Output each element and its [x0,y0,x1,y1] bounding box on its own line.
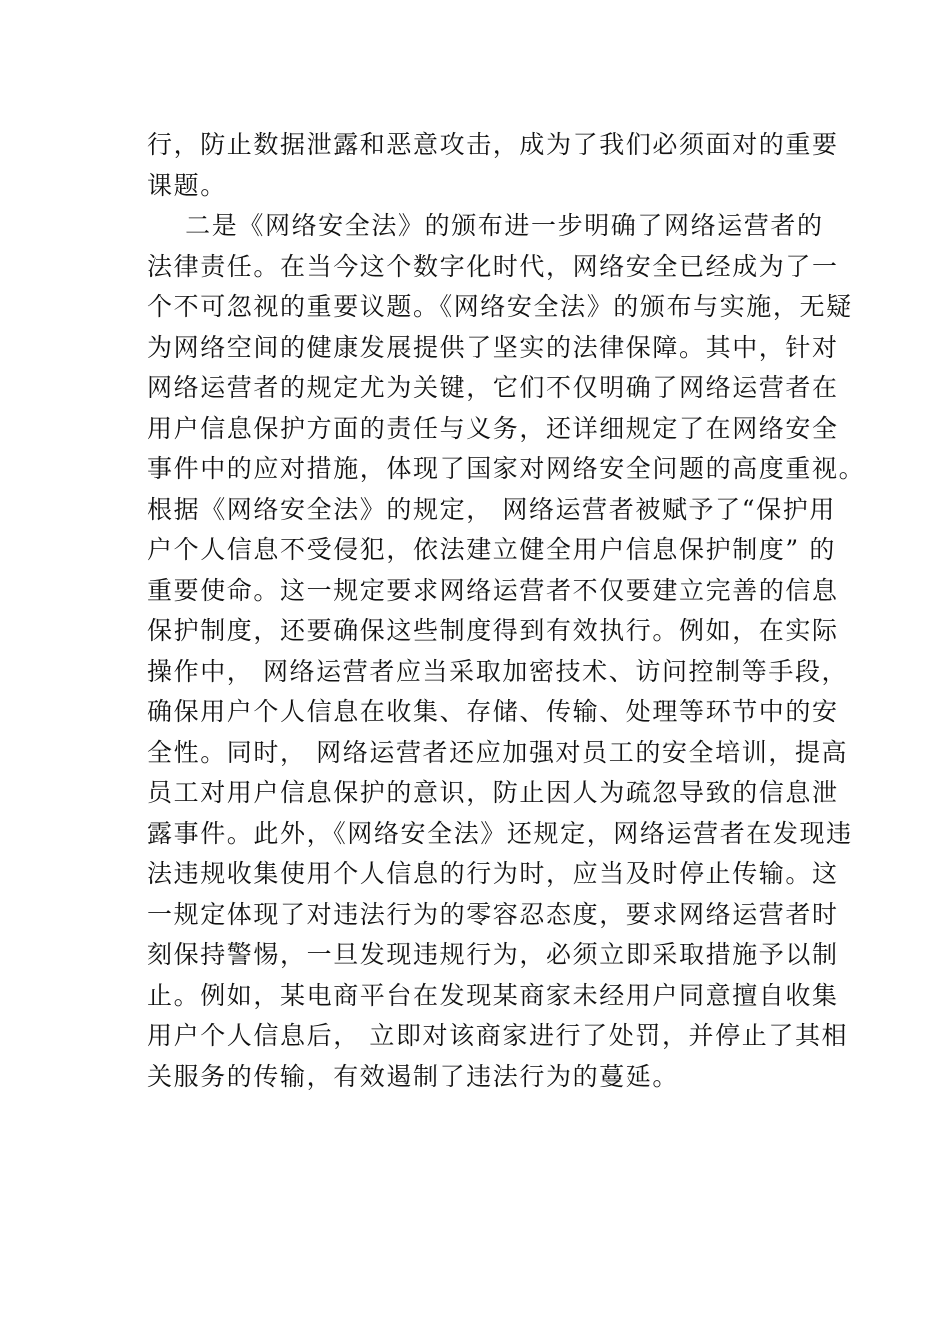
text-line: 法违规收集使用个人信息的行为时，应当及时停止传输。这 [147,859,839,888]
text-line: 止。例如，某电商平台在发现某商家未经用户同意擅自收集 [147,980,839,1010]
text-line: 重要使命。这一规定要求网络运营者不仅要建立完善的信息 [147,575,839,605]
text-line: 行，防止数据泄露和恶意攻击，成为了我们必须面对的重要 [147,130,839,159]
text-line: 根据《网络安全法》的规定， 网络运营者被赋予了“保护用 [147,494,836,524]
text-line: 全性。同时， 网络运营者还应加强对员工的安全培训，提高 [147,737,849,767]
text-line: 关服务的传输，有效遏制了违法行为的蔓延。 [147,1061,680,1091]
text-line: 个不可忽视的重要议题。《网络安全法》的颁布与实施，无疑 [147,292,853,321]
text-line: 确保用户个人信息在收集、存储、传输、处理等环节中的安 [147,697,839,726]
text-line: 为网络空间的健康发展提供了坚实的法律保障。其中，针对 [147,332,839,362]
text-line: 法律责任。在当今这个数字化时代，网络安全已经成为了一 [147,251,839,281]
text-line: 用户个人信息后， 立即对该商家进行了处罚，并停止了其相 [147,1021,849,1050]
text-line: 二是《网络安全法》的颁布进一步明确了网络运营者的 [147,211,824,240]
text-line: 露事件。此外，《网络安全法》还规定，网络运营者在发现违 [147,818,853,848]
text-line: 网络运营者的规定尤为关键，它们不仅明确了网络运营者在 [147,373,839,402]
text-line: 一规定体现了对违法行为的零容忍态度，要求网络运营者时 [147,899,839,929]
text-line: 保护制度，还要确保这些制度得到有效执行。例如，在实际 [147,616,839,645]
text-line: 课题。 [147,170,227,200]
text-line: 事件中的应对措施，体现了国家对网络安全问题的高度重视。 [147,454,866,483]
text-line: 用户信息保护方面的责任与义务，还详细规定了在网络安全 [147,413,839,443]
body-text [147,125,866,1097]
text-line: 刻保持警惕，一旦发现违规行为，必须立即采取措施予以制 [147,940,839,969]
text-line: 员工对用户信息保护的意识，防止因人为疏忽导致的信息泄 [147,778,839,807]
text-line: 户个人信息不受侵犯，依法建立健全用户信息保护制度” 的 [147,535,836,564]
text-line: 操作中， 网络运营者应当采取加密技术、访问控制等手段， [147,656,849,686]
